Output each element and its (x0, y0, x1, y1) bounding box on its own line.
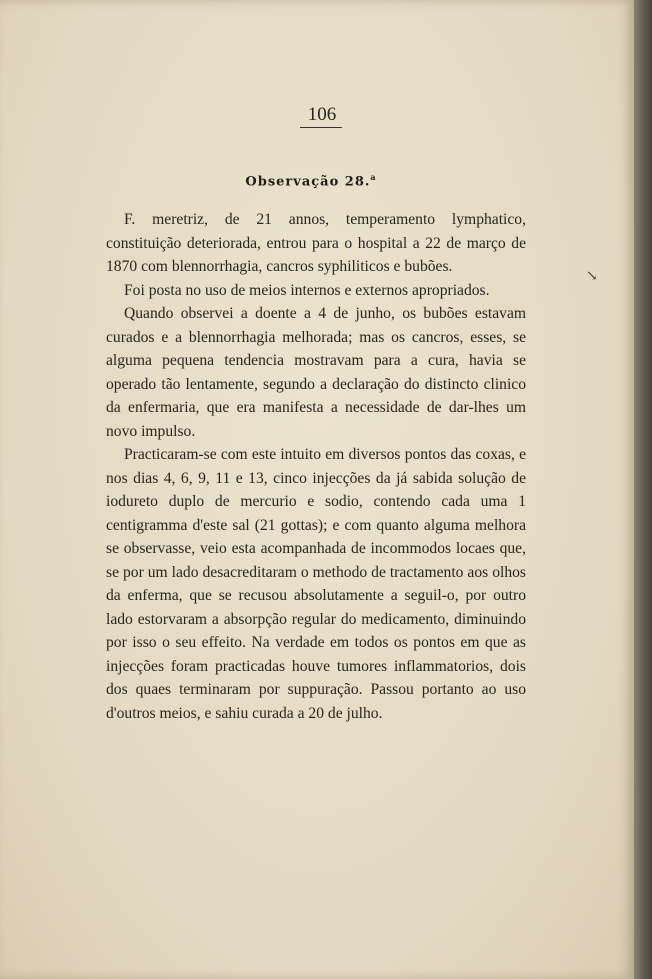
margin-speck: ↘ (586, 268, 598, 284)
paragraph-1: F. meretriz, de 21 annos, temperamento lymphatico, constituição deteriorada, entrou para o hospital a 22 de março de 1870 com blennorrhagia, cancros syphiliticos e bubões. (106, 211, 526, 275)
paragraph-2: Foi posta no uso de meios internos e externos apropriados. (124, 281, 490, 299)
observation-heading (0, 172, 622, 189)
paragraph-3: Quando observei a doente a 4 de junho, os bubões estavam curados e a blennorrhagia melhorada; mas os cancros, esses, se alguma pequena tendencia mostravam para a cura, havia se operado tão lentamente, segundo a declaração do distincto clinico da enfermaria, que era manifesta a necessidade de dar-lhes um novo impulso. (106, 305, 526, 440)
paragraph-4: Practicaram-se com este intuito em diversos pontos das coxas, e nos dias 4, 6, 9, 11 e 13, cinco injecções da já sabida solução de iodureto duplo de mercurio e sodio, contendo cada uma 1 centigramma d'este sal (21 gottas); e com quanto alguma melhora se observasse, veio esta acompanhada de incommodos locaes que, se por um lado desacreditaram o methodo de tractamento aos olhos da enferma, que se recusou absolutamente a seguil-o, por outro lado estorvaram a absorpção regular do medicamento, diminuindo por isso o seu effeito. Na verdade em todos os pontos em que as injecções foram practicadas houve tumores inflammatorios, dois dos quaes terminaram por suppuração. Passou portanto ao uso d'outros meios, e sahiu curada a 20 de julho. (106, 446, 526, 722)
heading-footnote-mark: a (370, 172, 377, 182)
page-number-rule (300, 127, 342, 128)
book-edge (634, 0, 652, 979)
heading-label: Observação 28. (245, 174, 371, 190)
page-number: 106 (307, 104, 337, 125)
body-text (106, 208, 526, 725)
